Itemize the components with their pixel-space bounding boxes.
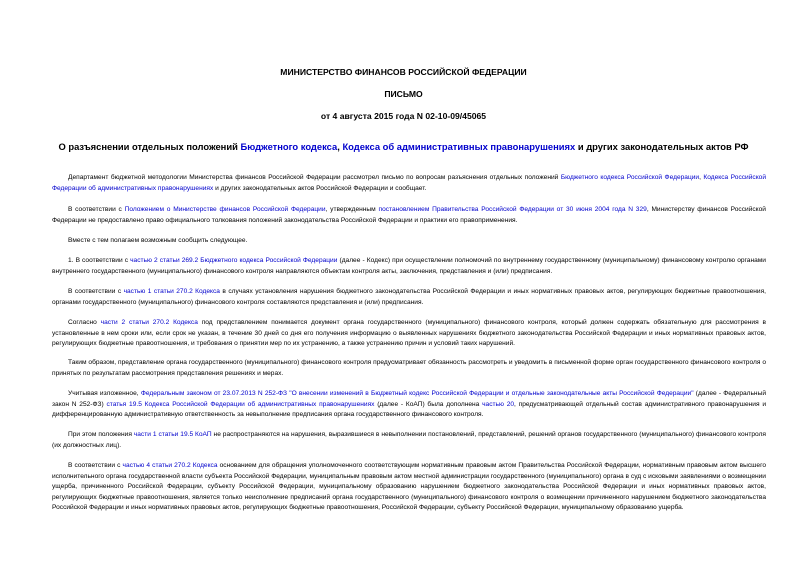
link-government-decree-329[interactable]: постановлением Правительства Российской Федерации от 30 июня 2004 года N 329 — [378, 206, 647, 213]
link-koap-19-5-part-1[interactable]: части 1 статьи 19.5 КоАП — [133, 431, 212, 438]
link-budget-code-rf[interactable]: Бюджетного кодекса Российской Федерации — [560, 174, 700, 181]
paragraph-4 — [52, 256, 766, 277]
link-budget-code[interactable]: Бюджетного кодекса — [240, 141, 338, 152]
paragraph-text: В соответствии с — [68, 288, 124, 295]
paragraph-5 — [52, 287, 766, 308]
paragraph-text: , утвержденным — [325, 206, 379, 213]
document-type: ПИСЬМО — [384, 89, 423, 99]
link-article-269-2[interactable]: частью 2 статьи 269.2 Бюджетного кодекса Российской Федерации — [130, 257, 338, 264]
link-article-270-2-part-1[interactable]: частью 1 статьи 270.2 Кодекса — [123, 288, 220, 295]
paragraph-text: основанием для обращения уполномоченного соответствующим нормативным правовым актом Правительства Российской Федерации, нормативным правовым актом высшего исполнительного органа государственной власти субъекта Российской Федерации, муниципальным правовым актом местной администрации государственного (муниципального) органа в суд с исковыми заявлениями о возмещении ущерба, причиненного Российской Федерации, субъекту Российской Федерации, муниципальному образованию нарушением бюджетного законодательства Российской Федерации и иных нормативных правовых актов, регулирующих бюджетные правоотношения, является только неисполнение предписаний органа государственного (муниципального) финансового контроля о возмещении причиненного нарушением бюджетного законодательства Российской Федерации и иных нормативных правовых актов, регулирующих бюджетные правоотношения, Российской Федерации, субъекту Российской Федерации, муниципальному образованию ущерба. — [52, 462, 767, 512]
paragraph-text: (далее - КоАП) была дополнена — [374, 400, 483, 408]
link-article-270-2-part-4[interactable]: частью 4 статьи 270.2 Кодекса — [122, 462, 218, 469]
paragraph-text: 1. В соответствии с — [68, 257, 131, 264]
link-article-270-2-part-2[interactable]: части 2 статьи 270.2 Кодекса — [100, 319, 198, 326]
subject-text-end: и других законодательных актов РФ — [575, 141, 749, 152]
paragraph-text: Учитывая изложенное, — [68, 390, 141, 397]
paragraph-10 — [52, 461, 766, 514]
paragraph-text: Вместе с тем полагаем возможным сообщить следующее. — [68, 237, 248, 244]
subject-separator: , — [337, 141, 343, 152]
paragraph-text: (далее - Кодекс) при осуществлении полномочий по внутреннему государственному (муниципальному) финансовому контролю органами внутреннего государственного (муниципального) финансового контроля направляются объектам контроля акты, заключения, представления и (или) предписания. — [52, 257, 766, 275]
paragraph-3 — [52, 236, 766, 247]
paragraph-1 — [52, 173, 766, 194]
paragraph-text: (далее - Федеральный закон N 252-ФЗ) — [52, 390, 766, 408]
paragraph-text: не распространяются на нарушения, выразившиеся в невыполнении постановлений, представлений, решений органов государственного (муниципального) финансового контроля (их должностных лиц). — [52, 431, 766, 449]
paragraph-text: , Министерству финансов Российской Федерации не предоставлено право официального толкования положений законодательства Российской Федерации и практики его правоприменения. — [52, 206, 766, 224]
link-part-20[interactable]: частью 20 — [482, 400, 515, 408]
paragraph-text: Таким образом, представление органа государственного (муниципального) финансового контроля предусматривает обязанность рассмотреть и уведомить в письменной форме орган государственного финансового контроля о принятых по результатам рассмотрения представления решениях и мерах. — [52, 359, 766, 377]
paragraph-text: , — [699, 174, 704, 181]
paragraph-text: и других законодательных актов Российской Федерации и сообщает. — [213, 184, 427, 192]
paragraph-text: При этом положения — [68, 431, 134, 438]
link-koap-rf[interactable]: Кодекса Российской Федерации об административных правонарушениях — [52, 174, 767, 192]
link-koap-article-19-5[interactable]: статья 19.5 Кодекса Российской Федерации об административных правонарушениях — [106, 400, 375, 408]
paragraph-text: В соответствии с — [68, 462, 123, 469]
paragraph-text: В соответствии с — [68, 206, 125, 213]
paragraph-6 — [52, 318, 766, 350]
paragraph-text: под представлением понимается документ органа государственного (муниципального) финансового контроля, который должен содержать обязательную для рассмотрения в установленные в нем сроки или, если срок не указан, в течение 30 дней со дня его получения информацию о выявленных нарушениях бюджетного законодательства Российской Федерации и иных нормативных правовых актов, регулирующих бюджетные правоотношения, и требования о принятии мер по их устранению, а также устранению причин и условий таких нарушений. — [52, 319, 766, 348]
paragraph-text: в случаях установления нарушения бюджетного законодательства Российской Федерации и иных нормативных правовых актов, регулирующих бюджетные правоотношения, органами государственного (муниципального) финансового контроля составляются представления и (или) предписания. — [52, 288, 767, 306]
paragraph-2 — [52, 205, 766, 226]
ministry-heading: МИНИСТЕРСТВО ФИНАНСОВ РОССИЙСКОЙ ФЕДЕРАЦИИ — [280, 67, 527, 77]
document-date-number: от 4 августа 2015 года N 02-10-09/45065 — [320, 111, 487, 121]
document-subject — [0, 141, 807, 152]
paragraph-9 — [52, 430, 766, 451]
link-minfin-regulation[interactable]: Положением о Министерстве финансов Российской Федерации — [124, 206, 326, 213]
paragraph-text: , предусматривающей отдельный состав административного правонарушения и дифференцированную административную ответственность за невыполнение предписания органа государственного финансового контроля. — [52, 400, 766, 419]
subject-text: О разъяснении отдельных положений — [58, 141, 241, 152]
paragraph-8 — [52, 389, 766, 421]
paragraph-text: Согласно — [68, 319, 101, 326]
paragraph-text: Департамент бюджетной методологии Министерства финансов Российской Федерации рассмотрел письмо по вопросам разъяснения отдельных положений — [68, 174, 561, 181]
paragraph-7 — [52, 358, 766, 379]
link-admin-code[interactable]: Кодекса об административных правонарушениях — [342, 141, 576, 152]
link-federal-law-252[interactable]: Федеральным законом от 23.07.2013 N 252-ФЗ "О внесении изменений в Бюджетный кодекс Российской Федерации и отдельные законодательные акты Российской Федерации" — [140, 390, 694, 397]
